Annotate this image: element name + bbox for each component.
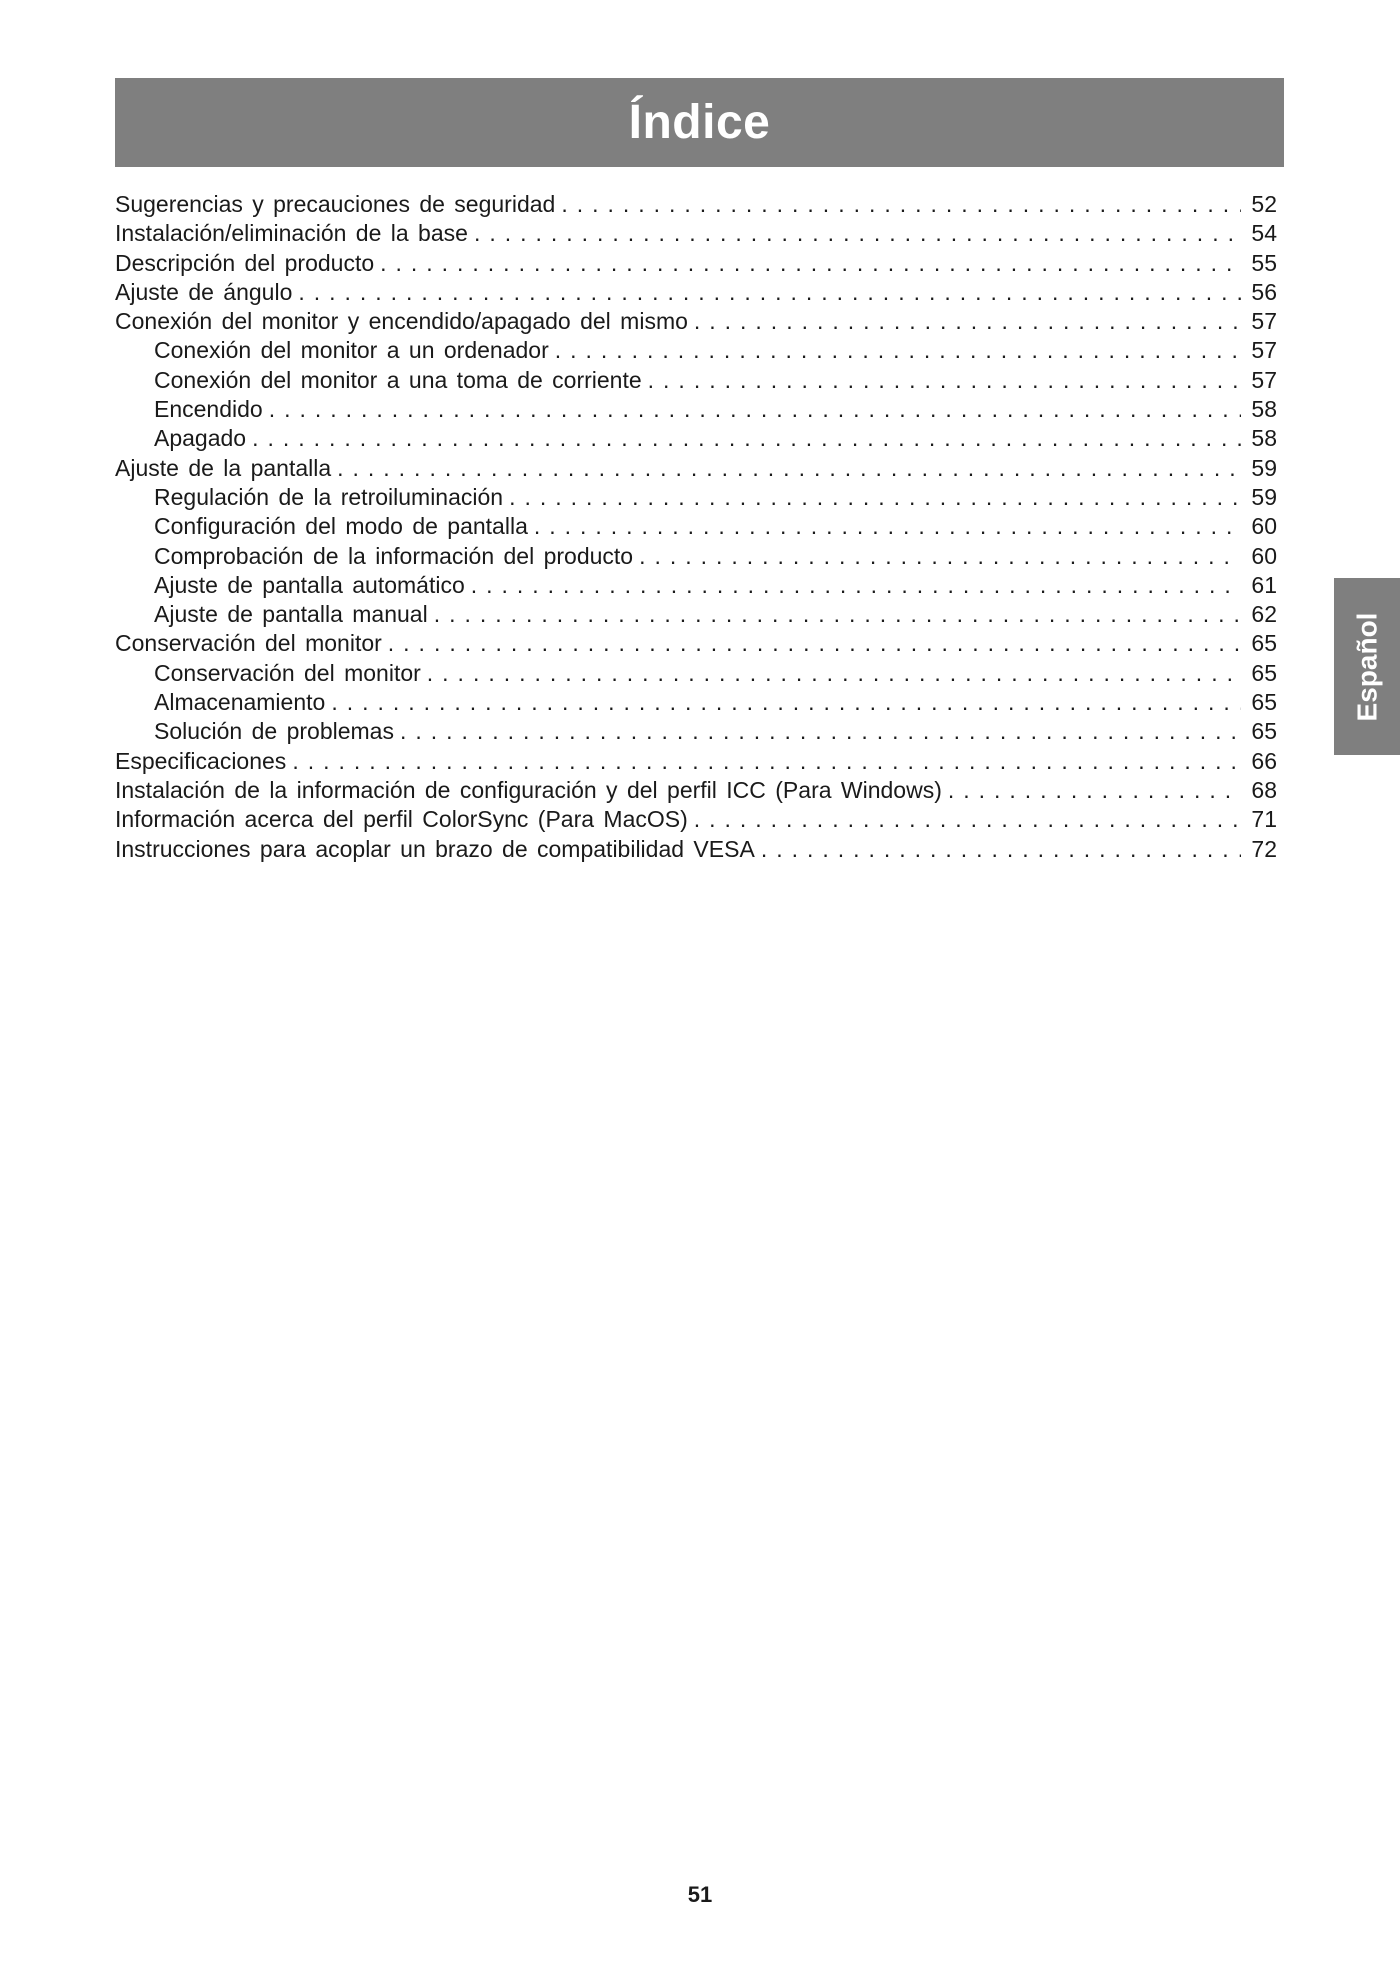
toc-entry-title: Comprobación de la información del producto — [154, 542, 634, 569]
toc-entry-page: 68 — [1251, 776, 1277, 803]
toc-entry[interactable] — [115, 776, 1277, 805]
toc-entry-title: Ajuste de pantalla manual — [154, 601, 428, 628]
toc-dot-leader — [331, 688, 1241, 717]
toc-entry-title: Instalación de la información de configuración y del perfil ICC (Para Windows) — [115, 776, 942, 803]
toc-entry-page: 61 — [1251, 571, 1277, 598]
toc-entry-title: Regulación de la retroiluminación — [154, 483, 504, 510]
toc-dot-leader — [252, 424, 1241, 453]
toc-subentry[interactable] — [115, 688, 1277, 717]
title-banner — [115, 78, 1284, 167]
toc-entry[interactable] — [115, 249, 1277, 278]
toc-entry-title: Información acerca del perfil ColorSync (Para MacOS) — [115, 806, 688, 833]
toc-entry-page: 52 — [1251, 191, 1277, 217]
toc-entry-page: 57 — [1251, 308, 1277, 335]
toc-dot-leader — [474, 219, 1241, 248]
toc-entry[interactable] — [115, 805, 1277, 834]
toc-dot-leader — [948, 776, 1241, 805]
toc-subentry[interactable] — [115, 366, 1277, 395]
toc-entry[interactable] — [115, 278, 1277, 307]
toc-entry-title: Descripción del producto — [115, 249, 375, 276]
toc-entry-title: Conexión del monitor a un ordenador — [154, 337, 549, 364]
toc-entry-title: Encendido — [154, 396, 263, 423]
toc-entry-title: Instalación/eliminación de la base — [115, 220, 468, 247]
toc-entry[interactable] — [115, 747, 1277, 776]
page-number: 51 — [687, 1882, 713, 1907]
toc-subentry[interactable] — [115, 483, 1277, 512]
toc-entry-title: Ajuste de ángulo — [115, 278, 293, 305]
toc-dot-leader — [388, 629, 1241, 658]
toc-dot-leader — [509, 483, 1241, 512]
toc-dot-leader — [561, 190, 1241, 219]
toc-dot-leader — [400, 717, 1241, 746]
toc-dot-leader — [292, 747, 1241, 776]
toc-dot-leader — [298, 278, 1241, 307]
toc-entry-title: Configuración del modo de pantalla — [154, 513, 528, 540]
toc-dot-leader — [471, 571, 1241, 600]
toc-dot-leader — [337, 454, 1241, 483]
toc-dot-leader — [555, 336, 1241, 365]
toc-dot-leader — [639, 542, 1241, 571]
toc-entry[interactable] — [115, 307, 1277, 336]
toc-dot-leader — [648, 366, 1241, 395]
toc-dot-leader — [761, 835, 1241, 864]
toc-entry-title: Apagado — [154, 425, 247, 452]
toc-subentry[interactable] — [115, 571, 1277, 600]
toc-dot-leader — [534, 512, 1241, 541]
toc-entry-page: 71 — [1251, 806, 1277, 833]
page-title: Índice — [628, 96, 771, 149]
toc-entry-page: 57 — [1251, 366, 1277, 393]
toc-entry-title: Conexión del monitor y encendido/apagado del mismo — [115, 308, 688, 335]
toc-entry-page: 55 — [1251, 249, 1277, 276]
table-of-contents — [115, 190, 1277, 864]
toc-dot-leader — [694, 805, 1241, 834]
toc-entry[interactable] — [115, 454, 1277, 483]
toc-dot-leader — [427, 659, 1241, 688]
toc-entry-page: 65 — [1251, 689, 1277, 716]
toc-entry-title: Almacenamiento — [154, 689, 326, 716]
toc-entry[interactable] — [115, 629, 1277, 658]
toc-entry-title: Solución de problemas — [154, 718, 394, 745]
toc-subentry[interactable] — [115, 424, 1277, 453]
toc-subentry[interactable] — [115, 600, 1277, 629]
toc-subentry[interactable] — [115, 717, 1277, 746]
toc-subentry[interactable] — [115, 336, 1277, 365]
toc-entry-title: Conservación del monitor — [154, 659, 421, 686]
toc-entry-title: Especificaciones — [115, 747, 287, 774]
toc-entry-page: 60 — [1251, 542, 1277, 569]
toc-entry[interactable] — [115, 219, 1277, 248]
language-tab — [1334, 578, 1400, 755]
toc-entry-page: 56 — [1251, 278, 1277, 305]
toc-entry-page: 59 — [1251, 454, 1277, 481]
toc-entry-page: 65 — [1251, 659, 1277, 686]
toc-entry-page: 65 — [1251, 630, 1277, 657]
toc-entry-page: 57 — [1251, 337, 1277, 364]
toc-entry-page: 65 — [1251, 718, 1277, 745]
toc-entry-title: Instrucciones para acoplar un brazo de compatibilidad VESA — [115, 835, 755, 862]
toc-entry-title: Conservación del monitor — [115, 630, 382, 657]
toc-entry[interactable] — [115, 190, 1277, 219]
toc-dot-leader — [694, 307, 1241, 336]
toc-entry-title: Sugerencias y precauciones de seguridad — [115, 191, 556, 217]
language-tab-label: Español — [1351, 612, 1383, 721]
toc-subentry[interactable] — [115, 542, 1277, 571]
toc-entry-page: 58 — [1251, 425, 1277, 452]
toc-entry-title: Ajuste de pantalla automático — [154, 571, 465, 598]
toc-entry-page: 58 — [1251, 396, 1277, 423]
toc-dot-leader — [269, 395, 1241, 424]
toc-dot-leader — [380, 249, 1241, 278]
toc-dot-leader — [434, 600, 1241, 629]
toc-entry-title: Conexión del monitor a una toma de corriente — [154, 366, 642, 393]
toc-entry-page: 62 — [1251, 601, 1277, 628]
toc-subentry[interactable] — [115, 395, 1277, 424]
toc-entry-page: 59 — [1251, 483, 1277, 510]
toc-subentry[interactable] — [115, 512, 1277, 541]
toc-entry[interactable] — [115, 835, 1277, 864]
toc-entry-title: Ajuste de la pantalla — [115, 454, 332, 481]
toc-subentry[interactable] — [115, 659, 1277, 688]
toc-entry-page: 60 — [1251, 513, 1277, 540]
toc-entry-page: 72 — [1251, 835, 1277, 862]
toc-entry-page: 54 — [1251, 220, 1277, 247]
toc-entry-page: 66 — [1251, 747, 1277, 774]
